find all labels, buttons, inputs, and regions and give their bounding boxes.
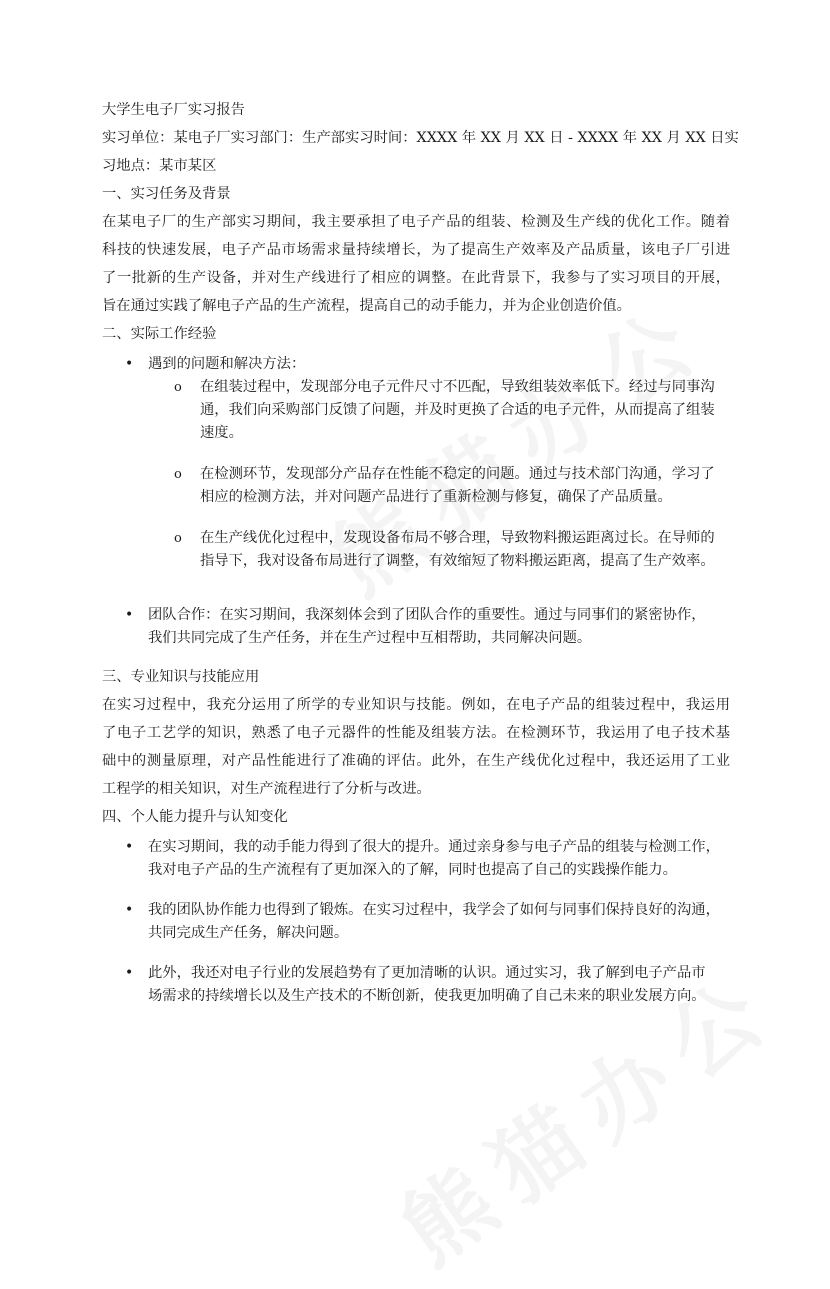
document-body — [102, 96, 739, 1008]
list-item — [102, 836, 730, 882]
list-item-line: 我们共同完成了生产任务，并在生产过程中互相帮助，共同解决问题。 — [148, 630, 592, 646]
section-heading: 二、实际工作经验 — [102, 326, 217, 342]
circle-bullet-icon: o — [174, 467, 182, 482]
sub-item-line: 指导下，我对设备布局进行了调整，有效缩短了物料搬运距离，提高了生产效率。 — [200, 553, 715, 569]
sub-item-line: 在组装过程中，发现部分电子元件尺寸不匹配，导致组装效率低下。经过与同事沟 — [200, 379, 715, 395]
sub-list-item — [148, 527, 730, 573]
bullet-icon: • — [125, 607, 134, 623]
sub-item-line: 在生产线优化过程中，发现设备布局不够合理，导致物料搬运距离过长。在导师的 — [200, 530, 715, 546]
list-item-line: 在实习期间，我的动手能力得到了很大的提升。通过亲身参与电子产品的组装与检测工作， — [148, 839, 720, 855]
paragraph-line: 在实习过程中，我充分运用了所学的专业知识与技能。例如，在电子产品的组装过程中，我运用 — [102, 697, 730, 713]
document-title: 大学生电子厂实习报告 — [102, 102, 245, 118]
circle-bullet-icon: o — [174, 380, 182, 395]
bullet-icon: • — [125, 356, 134, 372]
paragraph-line: 了一批新的生产设备，并对生产线进行了相应的调整。在此背景下，我参与了实习项目的开展， — [102, 270, 730, 286]
section-heading: 四、个人能力提升与认知变化 — [102, 809, 288, 825]
section-paragraph — [102, 208, 730, 320]
info-paragraph — [102, 124, 739, 180]
list-item-line: 此外，我还对电子行业的发展趋势有了更加清晰的认识。通过实习，我了解到电子产品市 — [148, 965, 706, 981]
info-line: 习地点：某市某区 — [102, 158, 217, 174]
sub-item-line: 通，我们向采购部门反馈了问题，并及时更换了合适的电子元件，从而提高了组装 — [200, 402, 715, 418]
paragraph-line: 础中的测量原理，对产品性能进行了准确的评估。此外，在生产线优化过程中，我还运用了工业 — [102, 753, 730, 769]
list-item-line: 团队合作：在实习期间，我深刻体会到了团队合作的重要性。通过与同事们的紧密协作， — [148, 607, 706, 623]
sub-item-line: 相应的检测方法，并对问题产品进行了重新检测与修复，确保了产品质量。 — [200, 489, 672, 505]
list-item-line: 共同完成生产任务，解决问题。 — [148, 925, 349, 941]
sub-list-item — [148, 376, 730, 445]
list-item — [102, 604, 730, 650]
sub-item-line: 速度。 — [200, 425, 243, 441]
info-line: 实习单位：某电子厂实习部门：生产部实习时间：XXXX 年 XX 月 XX 日 - XXXX 年 XX 月 XX 日实 — [102, 130, 739, 146]
bullet-list — [102, 353, 730, 650]
sub-bullet-list — [148, 376, 730, 573]
bullet-list — [102, 836, 730, 1008]
list-item — [102, 962, 730, 1008]
sub-list-item — [148, 463, 730, 509]
paragraph-line: 工程学的相关知识，对生产流程进行了分析与改进。 — [102, 781, 431, 797]
list-item-line: 我的团队协作能力也得到了锻炼。在实习过程中，我学会了如何与同事们保持良好的沟通， — [148, 902, 720, 918]
list-item — [102, 353, 730, 573]
bullet-icon: • — [125, 839, 134, 855]
section-heading: 三、专业知识与技能应用 — [102, 669, 260, 685]
list-item-label: 遇到的问题和解决方法： — [148, 356, 306, 372]
bullet-icon: • — [125, 902, 134, 918]
paragraph-line: 在某电子厂的生产部实习期间，我主要承担了电子产品的组装、检测及生产线的优化工作。随着 — [102, 214, 730, 230]
sub-item-line: 在检测环节，发现部分产品存在性能不稳定的问题。通过与技术部门沟通，学习了 — [200, 466, 715, 482]
circle-bullet-icon: o — [174, 531, 182, 546]
paragraph-line: 了电子工艺学的知识，熟悉了电子元器件的性能及组装方法。在检测环节，我运用了电子技术基 — [102, 725, 730, 741]
paragraph-line: 科技的快速发展，电子产品市场需求量持续增长，为了提高生产效率及产品质量，该电子厂引进 — [102, 242, 730, 258]
bullet-icon: • — [125, 965, 134, 981]
section-paragraph — [102, 691, 730, 803]
list-item — [102, 899, 730, 945]
paragraph-line: 旨在通过实践了解电子产品的生产流程，提高自己的动手能力，并为企业创造价值。 — [102, 298, 631, 314]
list-item-line: 场需求的持续增长以及生产技术的不断创新，使我更加明确了自己未来的职业发展方向。 — [148, 988, 706, 1004]
list-item-line: 我对电子产品的生产流程有了更加深入的了解，同时也提高了自己的实践操作能力。 — [148, 862, 677, 878]
section-heading: 一、实习任务及背景 — [102, 186, 231, 202]
